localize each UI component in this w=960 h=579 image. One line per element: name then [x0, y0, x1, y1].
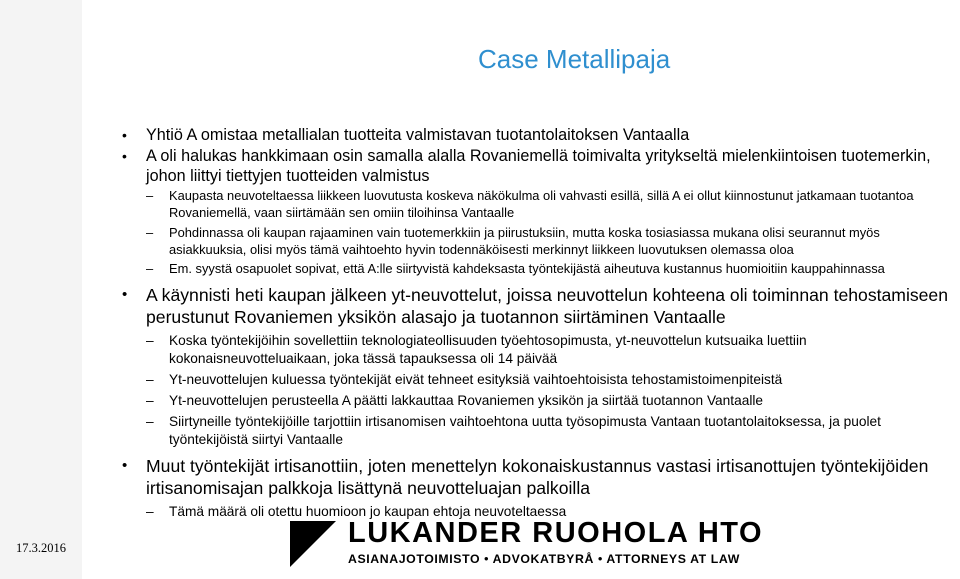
logo-firm-name: LUKANDER RUOHOLA HTO: [348, 517, 764, 549]
bullet-text: Muut työntekijät irtisanottiin, joten menettelyn kokonaiskustannus vastasi irtisanottujen työntekijöiden irtisanomisajan palkkoja lisättynä neuvotteluajan palkoilla: [146, 456, 929, 498]
sub-bullet-3-3: [122, 392, 954, 410]
dash-mark: –: [146, 188, 154, 203]
bullet-mark: •: [122, 127, 127, 143]
sub-bullet-2-3: [122, 260, 954, 277]
sub-bullet-text: Kaupasta neuvoteltaessa liikkeen luovutusta koskeva näkökulma oli vahvasti esillä, sillä A ei ollut kiinnostunut jatkamaan tuotantoa Rovaniemellä, vaan siirtämään sen omiin tiloihinsa Vantaalle: [169, 188, 914, 220]
sub-bullet-3-2: [122, 371, 954, 389]
sub-bullet-text: Em. syystä osapuolet sopivat, että A:lle siirtyvistä kahdeksasta työntekijästä aiheutuva kustannus huomioitiin kauppahinnassa: [169, 261, 885, 276]
sub-bullet-text: Tämä määrä oli otettu huomioon jo kaupan ehtoja neuvoteltaessa: [169, 504, 567, 519]
sub-bullet-text: Siirtyneille työntekijöille tarjottiin irtisanomisen vaihtoehtona uutta työsopimusta Vantaan tuotantolaitoksessa, ja puolet työntekijöistä siirtyi Vantaalle: [169, 414, 881, 447]
sub-bullet-text: Pohdinnassa oli kaupan rajaaminen vain tuotemerkkiin ja piirustuksiin, mutta koska tosiasiassa mukana olisi seurannut myös asiakkuuksia, olisi myös tämä vaihtoehto hyvin todennäköisesti merkinnyt liikkeen luovutuksen olemassa oloa: [169, 225, 880, 257]
bullet-1: [122, 125, 954, 145]
bullet-text: A oli halukas hankkimaan osin samalla alalla Rovaniemellä toimivalta yritykseltä mielenkiintoisen tuotemerkin, johon liittyi tiettyjen tuotteiden valmistus: [146, 147, 931, 185]
bullet-3: [122, 284, 954, 328]
sub-bullet-text: Yt-neuvottelujen perusteella A päätti lakkauttaa Rovaniemen yksikön ja siirtää tuotannon Vantaalle: [169, 393, 764, 408]
bullet-text: Yhtiö A omistaa metallialan tuotteita valmistavan tuotantolaitoksen Vantaalla: [146, 126, 690, 144]
slide-date: 17.3.2016: [16, 541, 66, 555]
logo-subtitle: ASIANAJOTOIMISTO • ADVOKATBYRÅ • ATTORNEYS AT LAW: [348, 552, 740, 566]
sub-bullet-2-1: [122, 187, 954, 221]
dash-mark: –: [146, 372, 154, 387]
sub-bullet-3-1: [122, 332, 954, 368]
sub-bullet-text: Yt-neuvottelujen kuluessa työntekijät eivät tehneet esityksiä vaihtoehtoisista tehostamistoimenpiteistä: [169, 372, 783, 387]
logo-triangle-icon: [290, 521, 336, 567]
dash-mark: –: [146, 393, 154, 408]
left-margin-band: [0, 0, 82, 579]
bullet-4: [122, 455, 954, 499]
firm-logo: [290, 517, 764, 568]
dash-mark: –: [146, 414, 154, 429]
dash-mark: –: [146, 225, 154, 240]
slide-content: [122, 125, 954, 521]
sub-bullet-2-2: [122, 224, 954, 258]
bullet-text: A käynnisti heti kaupan jälkeen yt-neuvottelut, joissa neuvottelun kohteena oli toiminnan tehostamiseen perustunut Rovaniemen yksikön alasajo ja tuotannon siirtäminen Vantaalle: [146, 285, 949, 327]
dash-mark: –: [146, 261, 154, 276]
bullet-2: [122, 146, 954, 186]
dash-mark: –: [146, 333, 154, 348]
sub-bullet-text: Koska työntekijöihin sovellettiin teknologiateollisuuden työehtosopimusta, yt-neuvottelun kutsuaika luettiin kokonaisneuvotteluaikaan, joka tässä tapauksessa oli 14 päivää: [169, 333, 807, 366]
bullet-mark: •: [122, 457, 128, 474]
bullet-mark: •: [122, 148, 127, 164]
slide-title: Case Metallipaja: [478, 44, 671, 74]
dash-mark: –: [146, 504, 154, 519]
sub-bullet-3-4: [122, 413, 954, 449]
bullet-mark: •: [122, 286, 128, 303]
